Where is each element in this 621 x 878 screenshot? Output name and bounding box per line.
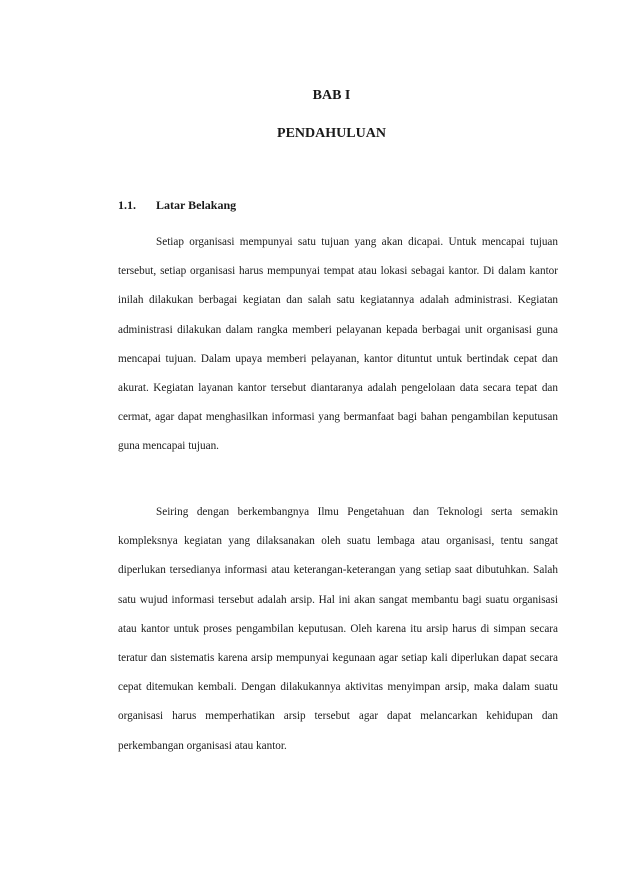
section-heading bbox=[118, 198, 236, 213]
chapter-number: BAB I bbox=[312, 88, 351, 103]
section-number: 1.1. bbox=[118, 198, 136, 212]
paragraph-2: Seiring dengan berkembangnya Ilmu Pengetahuan dan Teknologi serta semakin kompleksnya kegiatan yang dilaksanakan oleh suatu lembaga atau organisasi, tentu sangat diperlukan tersedianya informasi atau keterangan-keterangan yang setiap saat dibutuhkan. Salah satu wujud informasi tersebut adalah arsip. Hal ini akan sangat membantu bagi suatu organisasi atau kantor untuk proses pengambilan keputusan. Oleh karena itu arsip harus di simpan secara teratur dan sistematis karena arsip mempunyai kegunaan agar setiap kali diperlukan dapat secara cepat ditemukan kembali. Dengan dilakukannya aktivitas menyimpan arsip, maka dalam suatu organisasi harus memperhatikan arsip tersebut agar dapat melancarkan kehidupan dan perkembangan organisasi atau kantor. bbox=[118, 506, 558, 752]
paragraph-1: Setiap organisasi mempunyai satu tujuan yang akan dicapai. Untuk mencapai tujuan tersebut, setiap organisasi harus mempunyai tempat atau lokasi sebagai kantor. Di dalam kantor inilah dilakukan berbagai kegiatan dan salah satu kegiatannya adalah administrasi. Kegiatan administrasi dilakukan dalam rangka memberi pelayanan kepada berbagai unit organisasi guna mencapai tujuan. Dalam upaya memberi pelayanan, kantor dituntut untuk bertindak cepat dan akurat. Kegiatan layanan kantor tersebut diantaranya adalah pengelolaan data secara tepat dan cermat, agar dapat menghasilkan informasi yang bermanfaat bagi bahan pengambilan keputusan guna mencapai tujuan. bbox=[118, 236, 558, 453]
chapter-title: PENDAHULUAN bbox=[277, 126, 386, 141]
section-title: Latar Belakang bbox=[156, 198, 237, 212]
